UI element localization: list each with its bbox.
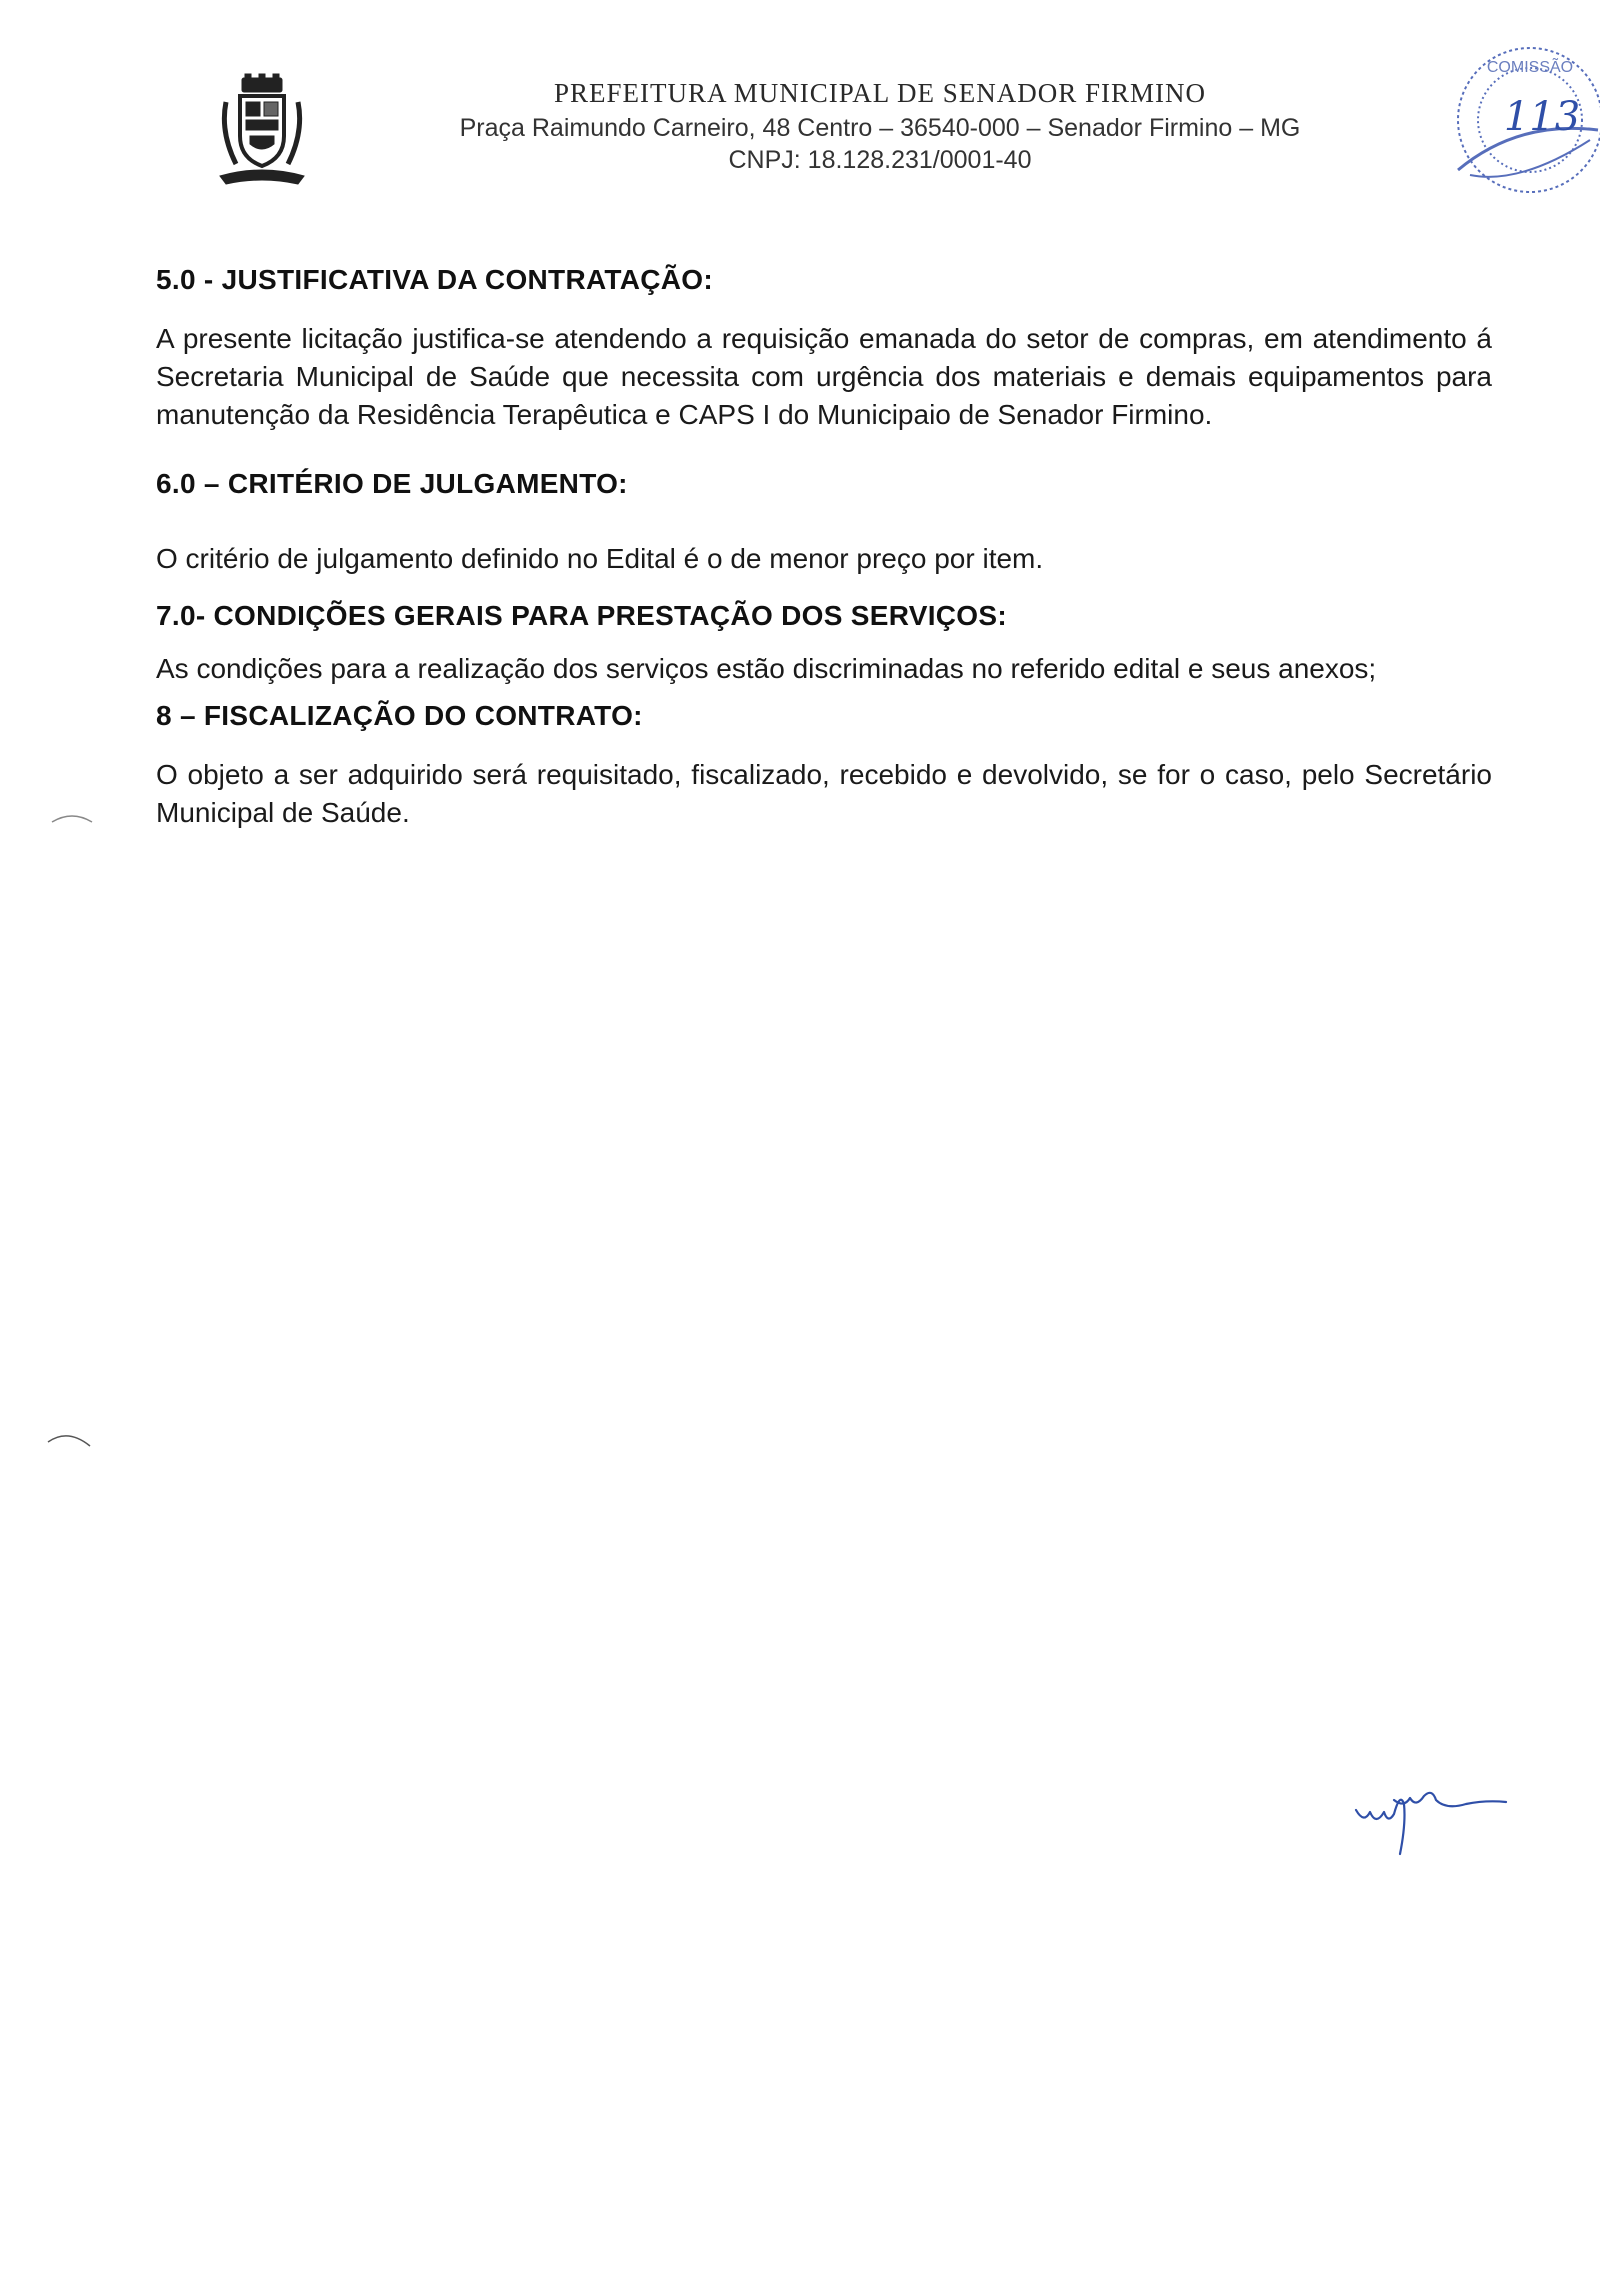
letterhead [380,76,1380,176]
section-heading: 7.0- CONDIÇÕES GERAIS PARA PRESTAÇÃO DOS SERVIÇOS: [156,600,1007,631]
margin-mark [48,808,98,828]
municipal-coat-of-arms-icon [212,72,312,192]
section-body: As condições para a realização dos serviços estão discriminadas no referido edital e seus anexos; [156,653,1377,684]
commission-stamp [1430,20,1600,210]
org-address: Praça Raimundo Carneiro, 48 Centro – 36540-000 – Senador Firmino – MG [459,114,1301,142]
stamp-text: COMISSÃO [1486,59,1574,76]
section-heading: 8 – FISCALIZAÇÃO DO CONTRATO: [156,700,643,731]
org-cnpj: CNPJ: 18.128.231/0001-40 [728,146,1032,174]
section-body: O critério de julgamento definido no Edital é o de menor preço por item. [156,543,1044,574]
org-name: PREFEITURA MUNICIPAL DE SENADOR FIRMINO [553,78,1207,108]
section-heading: 6.0 – CRITÉRIO DE JULGAMENTO: [156,468,628,499]
margin-mark [44,1428,94,1452]
section-body: A presente licitação justifica-se atendendo a requisição emanada do setor de compras, em atendimento á Secretaria Municipal de Saúde que necessita com urgência dos materiais e demais equipamentos para manutenção da Residência Terapêutica e CAPS I do Municipaio de Senador Firmino. [156,323,1492,430]
page-number: 113 [1503,94,1581,140]
section-body: O objeto a ser adquirido será requisitado, fiscalizado, recebido e devolvido, se for o caso, pelo Secretário Municipal de Saúde. [156,759,1492,828]
document-body [156,262,1492,832]
section-heading: 5.0 - JUSTIFICATIVA DA CONTRATAÇÃO: [156,264,714,295]
signature [1350,1770,1550,1860]
